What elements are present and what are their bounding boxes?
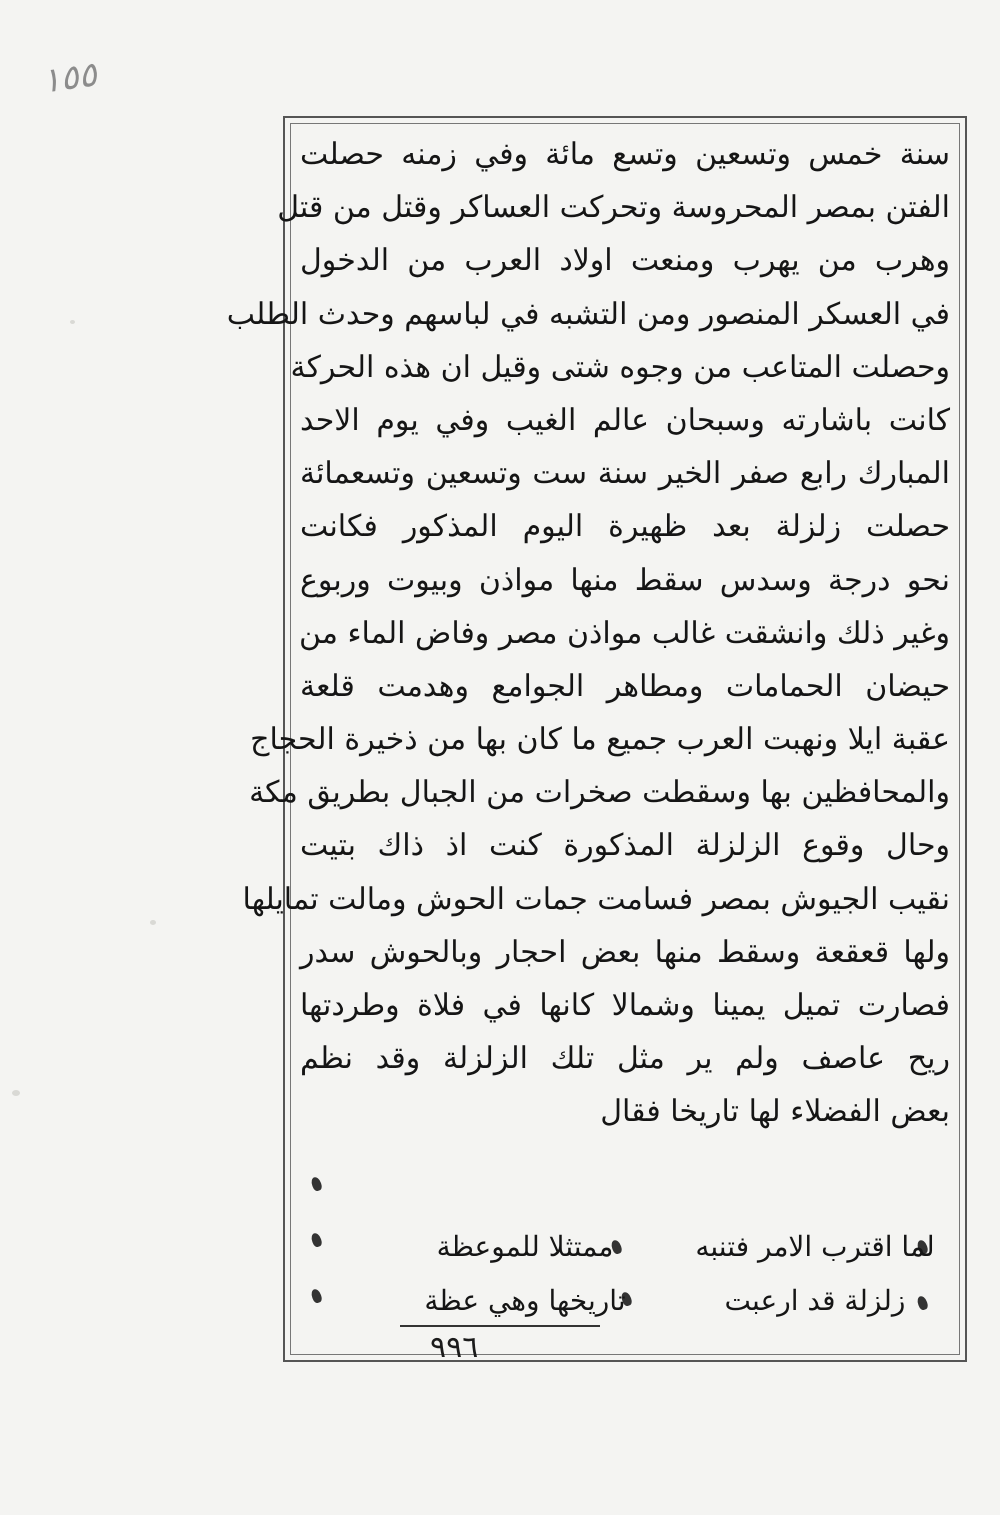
folio-number: ١٥٥	[39, 54, 100, 102]
text-line: ولها قعقعة وسقط منها بعض احجار وبالحوش سدر	[300, 934, 950, 970]
text-line: سنة خمس وتسعين وتسع مائة وفي زمنه حصلت	[300, 137, 950, 172]
paper-speck	[70, 320, 75, 324]
paper-speck	[150, 920, 156, 925]
verse-hemistich-left: تاريخها وهي عظة	[424, 1284, 626, 1317]
text-line: الفتن بمصر المحروسة وتحركت العساكر وقتل من قتل	[277, 190, 950, 226]
text-line: فصارت تميل يمينا وشمالا كانها في فلاة وطردتها	[300, 988, 950, 1023]
manuscript-text-block	[226, 128, 950, 1139]
verse-line	[340, 1274, 940, 1328]
text-line: نقيب الجيوش بمصر فسامت جمات الحوش ومالت تمايلها	[242, 881, 950, 917]
text-line: حصلت زلزلة بعد ظهيرة اليوم المذكور فكانت	[300, 509, 950, 545]
page-number-rule	[400, 1325, 600, 1327]
verse-hemistich-left: ممتثلا للموعظة	[436, 1230, 614, 1263]
text-line: في العسكر المنصور ومن التشبه في لباسهم وحدث الطلب	[226, 296, 950, 332]
text-line: وهرب من يهرب ومنعت اولاد العرب من الدخول	[300, 243, 950, 279]
verse-hemistich-right: زلزلة قد ارعبت	[724, 1284, 906, 1317]
text-line: المبارك رابع صفر الخير سنة ست وتسعين وتسعمائة	[300, 456, 950, 492]
text-line: ريح عاصف ولم ير مثل تلك الزلزلة وقد نظم	[300, 1041, 950, 1077]
text-line: حيضان الحمامات ومطاهر الجوامع وهدمت قلعة	[300, 668, 950, 704]
text-line: بعض الفضلاء لها تاريخا فقال	[600, 1094, 950, 1130]
text-line: والمحافظين بها وسقطت صخرات من الجبال بطريق مكة	[249, 775, 950, 811]
text-line: وحال وقوع الزلزلة المذكورة كنت اذ ذاك بتيت	[300, 828, 950, 864]
text-line: وحصلت المتاعب من وجوه شتى وقيل ان هذه الحركة	[290, 349, 950, 385]
paper-speck	[12, 1090, 20, 1096]
page-number: ٩٩٦	[430, 1330, 479, 1365]
text-line: وغير ذلك وانشقت غالب مواذن مصر وفاض الماء من	[299, 615, 950, 651]
verse-block	[340, 1220, 940, 1328]
text-line: نحو درجة وسدس سقط منها مواذن وبيوت وربوع	[300, 562, 950, 598]
text-line: عقبة ايلا ونهبت العرب جميع ما كان بها من ذخيرة الحجاج	[250, 722, 950, 758]
verse-line	[340, 1220, 940, 1274]
text-line: كانت باشارته وسبحان عالم الغيب وفي يوم الاحد	[300, 402, 950, 438]
verse-hemistich-right: لما اقترب الامر فتنبه	[695, 1230, 935, 1263]
